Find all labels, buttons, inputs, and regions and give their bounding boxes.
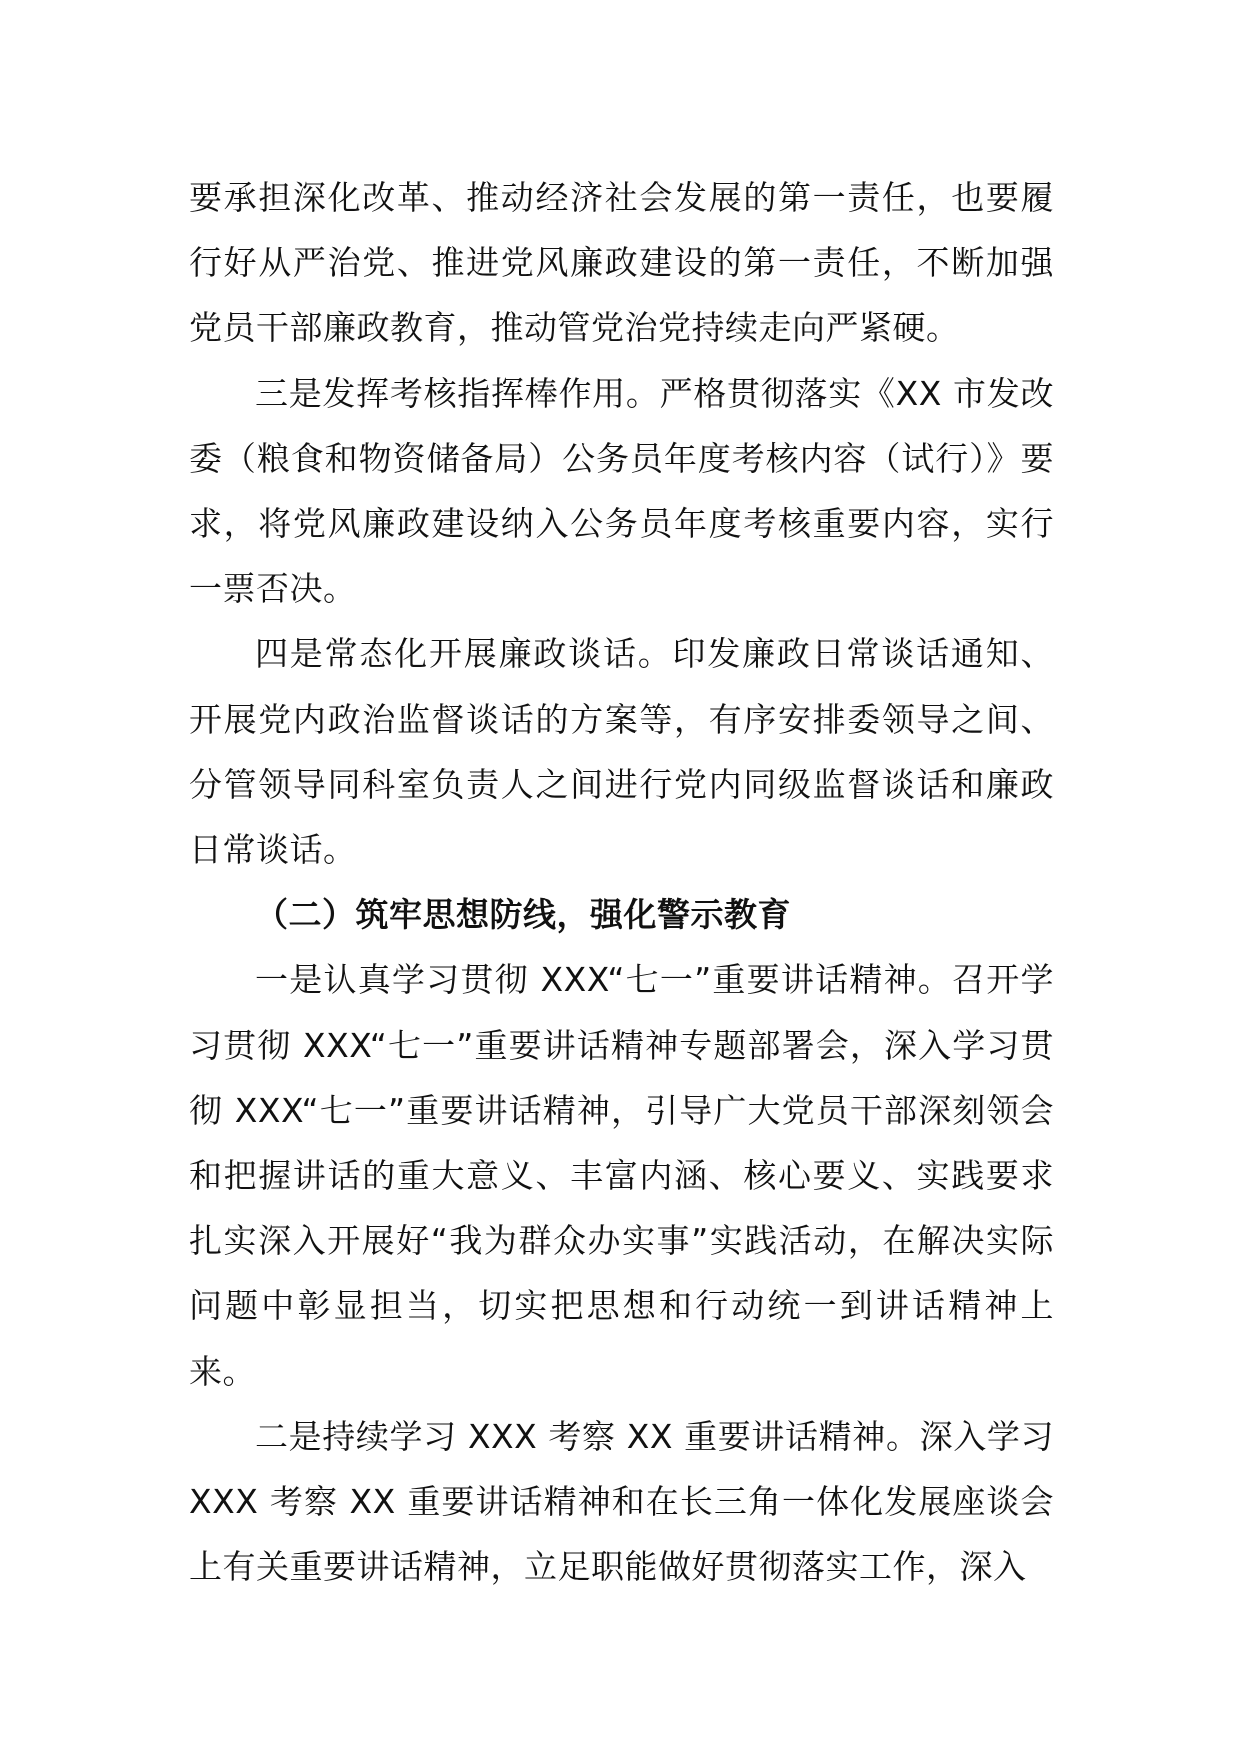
paragraph-integrity-talks: 四是常态化开展廉政谈话。印发廉政日常谈话通知、开展党内政治监督谈话的方案等，有序安排委领导之间、分管领导同科室负责人之间进行党内同级监督谈话和廉政日常谈话。 (189, 634, 1054, 870)
paragraph-responsibility: 要承担深化改革、推动经济社会发展的第一责任，也要履行好从严治党、推进党风廉政建设的第一责任，不断加强党员干部廉政教育，推动管党治党持续走向严紧硬。 (189, 178, 1054, 348)
document-body (189, 165, 1054, 1599)
paragraph-assessment: 三是发挥考核指挥棒作用。严格贯彻落实《XX 市发改委（粮食和物资储备局）公务员年度考核内容（试行）》要求，将党风廉政建设纳入公务员年度考核重要内容，实行一票否决。 (189, 373, 1054, 609)
paragraph-study-inspection-speech: 二是持续学习 XXX 考察 XX 重要讲话精神。深入学习 XXX 考察 XX 重要讲话精神和在长三角一体化发展座谈会上有关重要讲话精神，立足职能做好贯彻落实工作，深入 (189, 1416, 1054, 1587)
paragraph-study-july-first-speech: 一是认真学习贯彻 XXX“七一”重要讲话精神。召开学习贯彻 XXX“七一”重要讲话精神专题部署会，深入学习贯彻 XXX“七一”重要讲话精神，引导广大党员干部深刻领会和把握讲话的重大意义、丰富内涵、核心要义、实践要求扎实深入开展好“我为群众办实事”实践活动，在解决实际问题中彰显担当，切实把思想和行动统一到讲话精神上来。 (189, 960, 1054, 1391)
section-heading: （二）筑牢思想防线，强化警示教育 (255, 895, 791, 935)
